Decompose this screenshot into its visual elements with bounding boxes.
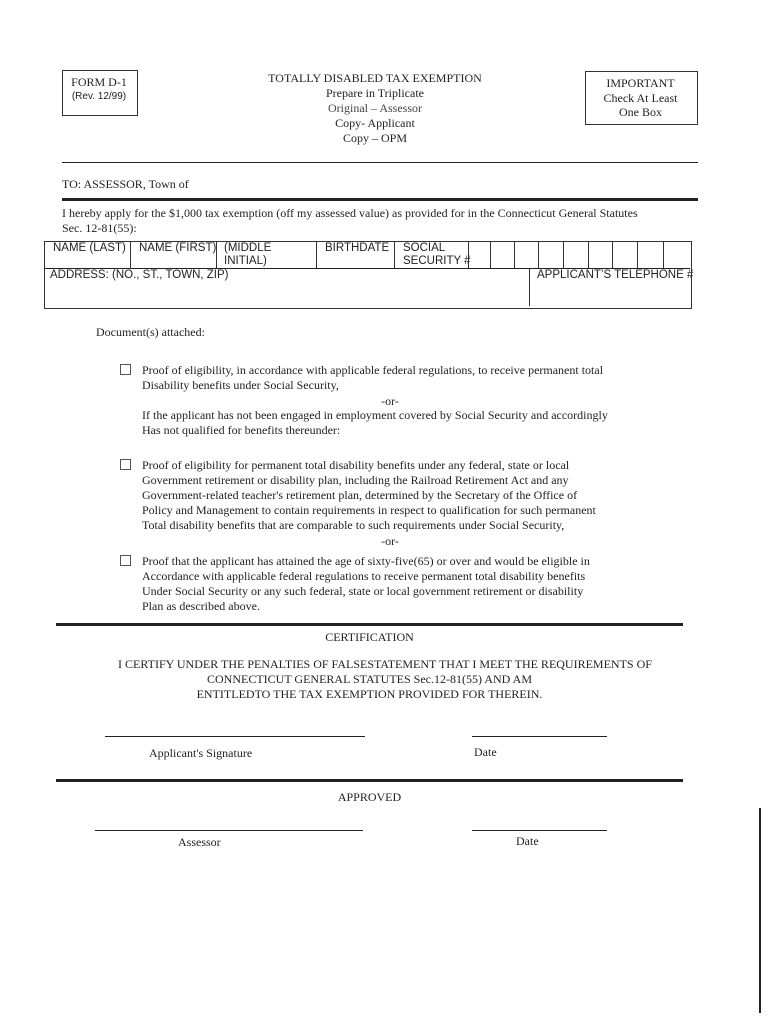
assessor-date-line[interactable] bbox=[472, 830, 607, 831]
address-label: ADDRESS: (NO., ST., TOWN, ZIP) bbox=[50, 269, 229, 281]
option3-line4: Plan as described above. bbox=[142, 599, 260, 613]
certification-line2: CONNECTICUT GENERAL STATUTES Sec.12-81(55) AND AM bbox=[206, 672, 533, 686]
telephone-label: APPLICANT’S TELEPHONE # bbox=[537, 269, 694, 281]
ssn-digit-1[interactable] bbox=[469, 242, 491, 268]
form-title: TOTALLY DISABLED TAX EXEMPTION bbox=[268, 71, 482, 85]
option2-or: -or- bbox=[381, 534, 399, 548]
certification-line3: ENTITLEDTO THE TAX EXEMPTION PROVIDED FOR THEREIN. bbox=[196, 687, 543, 701]
ssn-digit-5[interactable] bbox=[564, 242, 589, 268]
option1-line1: Proof of eligibility, in accordance with applicable federal regulations, to receive permanent total bbox=[142, 363, 604, 377]
option3-line2: Accordance with applicable federal regulations to receive permanent total disability benefits bbox=[142, 569, 586, 583]
option2-line2: Government retirement or disability plan, including the Railroad Retirement Act and any bbox=[142, 473, 569, 487]
ssn-label-1: SOCIAL bbox=[403, 242, 446, 254]
option2-line4: Policy and Management to contain requirements in respect to qualification for such permanent bbox=[142, 503, 596, 517]
option3-checkbox[interactable] bbox=[120, 555, 131, 566]
option2-line5: Total disability benefits that are comparable to such requirements under Social Security, bbox=[142, 518, 565, 532]
ssn-digit-2[interactable] bbox=[491, 242, 515, 268]
assessor-signature-line[interactable] bbox=[95, 830, 363, 831]
ssn-digit-3[interactable] bbox=[515, 242, 539, 268]
header-triplicate: Prepare in Triplicate bbox=[326, 86, 424, 100]
header-copy-opm: Copy – OPM bbox=[342, 131, 407, 145]
option2-checkbox[interactable] bbox=[120, 459, 131, 470]
option2-line1: Proof of eligibility for permanent total disability benefits under any federal, state or local bbox=[142, 458, 570, 472]
to-assessor-label: TO: ASSESSOR, Town of bbox=[62, 177, 189, 191]
intro-text-2: Sec. 12-81(55): bbox=[62, 221, 137, 235]
ssn-digit-7[interactable] bbox=[613, 242, 638, 268]
option1-line3: If the applicant has not been engaged in employment covered by Social Security and accordingly bbox=[142, 408, 608, 422]
certification-rule bbox=[56, 623, 683, 626]
important-one-box: One Box bbox=[619, 105, 662, 119]
certification-line1: I CERTIFY UNDER THE PENALTIES OF FALSESTATEMENT THAT I MEET THE REQUIREMENTS OF bbox=[118, 657, 652, 671]
option1-line2: Disability benefits under Social Security, bbox=[142, 378, 339, 392]
assessor-label: Assessor bbox=[178, 835, 221, 849]
intro-text-1: I hereby apply for the $1,000 tax exemption (off my assessed value) as provided for in the Connecticut General Statutes bbox=[62, 206, 638, 220]
approved-heading: APPROVED bbox=[337, 790, 402, 804]
ssn-digit-6[interactable] bbox=[589, 242, 613, 268]
applicant-signature-label: Applicant's Signature bbox=[149, 746, 253, 760]
header-copy-applicant: Copy- Applicant bbox=[335, 116, 415, 130]
option2-line3: Government-related teacher's retirement plan, determined by the Secretary of the Office of bbox=[142, 488, 578, 502]
birthdate-label: BIRTHDATE bbox=[325, 242, 390, 254]
option3-line1: Proof that the applicant has attained the age of sixty-five(65) or over and would be eligible in bbox=[142, 554, 590, 568]
applicant-signature-line[interactable] bbox=[105, 736, 365, 737]
ssn-digit-8[interactable] bbox=[638, 242, 664, 268]
middle-initial-label-2: INITIAL) bbox=[224, 255, 267, 267]
option1-checkbox[interactable] bbox=[120, 364, 131, 375]
important-check: Check At Least bbox=[603, 91, 678, 105]
approved-rule bbox=[56, 779, 683, 782]
header-divider bbox=[62, 162, 698, 163]
ssn-label-2: SECURITY # bbox=[403, 255, 471, 267]
important-label: IMPORTANT bbox=[606, 76, 675, 90]
ssn-digit-9[interactable] bbox=[664, 242, 690, 268]
option3-line3: Under Social Security or any such federal, state or local government retirement or disability bbox=[142, 584, 584, 598]
assessor-date-label: Date bbox=[516, 834, 539, 848]
documents-attached-label: Document(s) attached: bbox=[96, 325, 205, 339]
option1-or: -or- bbox=[381, 394, 399, 408]
applicant-date-line[interactable] bbox=[472, 736, 607, 737]
form-number: FORM D-1 bbox=[71, 75, 127, 89]
ssn-digit-4[interactable] bbox=[539, 242, 564, 268]
name-first-label: NAME (FIRST) bbox=[139, 242, 217, 254]
margin-edge-line bbox=[759, 808, 761, 1013]
form-revision: (Rev. 12/99) bbox=[71, 91, 127, 102]
option1-line4: Has not qualified for benefits thereunder: bbox=[142, 423, 341, 437]
middle-initial-label-1: (MIDDLE bbox=[224, 242, 272, 254]
name-last-label: NAME (LAST) bbox=[53, 242, 126, 254]
header-original: Original – Assessor bbox=[328, 101, 422, 115]
certification-heading: CERTIFICATION bbox=[325, 630, 414, 644]
to-assessor-rule bbox=[62, 198, 698, 201]
applicant-date-label: Date bbox=[474, 745, 497, 759]
